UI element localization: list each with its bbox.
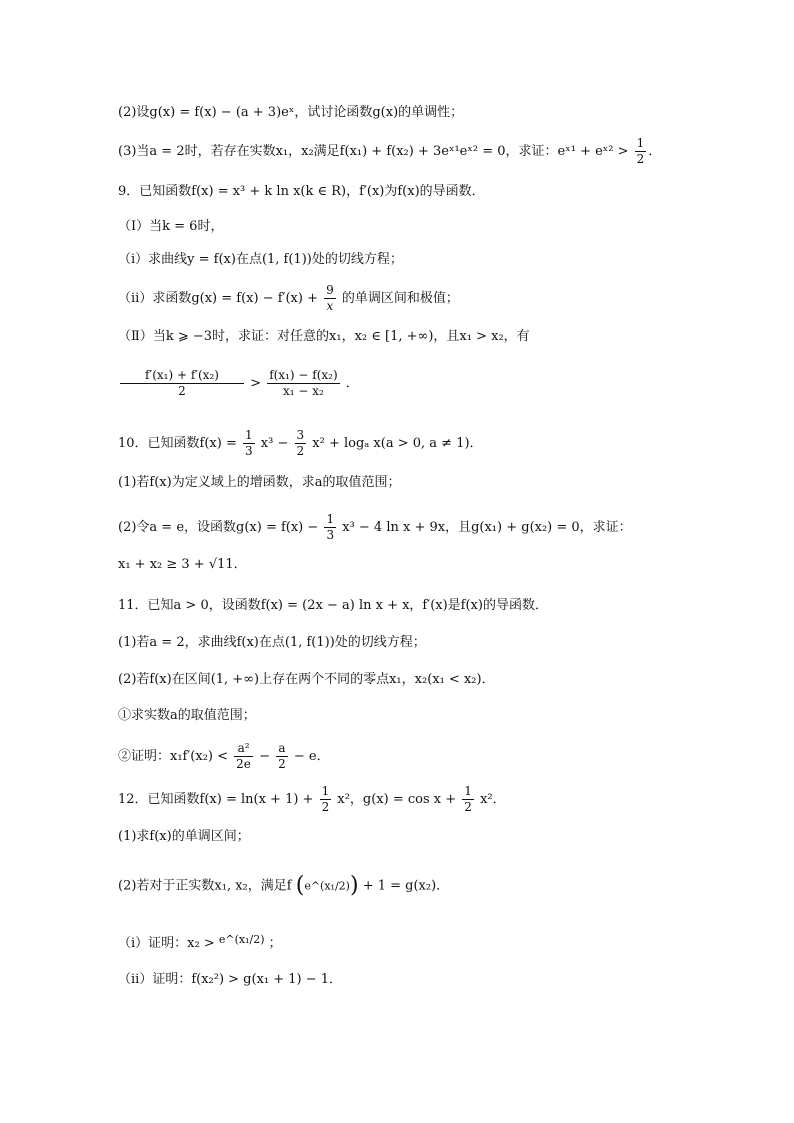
problem-9-part-II <box>118 327 530 347</box>
fraction <box>295 428 307 459</box>
problem-11-part-2-1 <box>118 706 256 726</box>
exponent-expression: e^(x₁/2) <box>218 933 265 946</box>
text-line: x³ − 4 ln x + 9x，且g(x₁) + g(x₂) = 0，求证： <box>342 520 632 535</box>
problem-11-part-1 <box>118 633 426 653</box>
problem-9-part-I <box>118 217 223 237</box>
fraction-numerator: 1 <box>636 136 645 150</box>
problem-12-part-1 <box>118 827 250 847</box>
fraction-numerator: a <box>276 741 288 757</box>
fraction-numerator: a² <box>234 741 253 757</box>
text-line: (2)若对于正实数x₁, x₂，满足f <box>118 878 292 894</box>
fraction-denominator: 3 <box>326 528 335 542</box>
text-line: + 1 = g(x₂)． <box>362 878 450 894</box>
text-line: (1)求f(x)的单调区间； <box>118 829 250 844</box>
fraction-denominator: x <box>326 299 334 313</box>
text-line: ； <box>268 936 282 951</box>
fraction-denominator: 2e <box>236 757 251 771</box>
text-line: （Ⅰ）当k = 6时， <box>118 219 224 234</box>
fraction-numerator: f(x₁) − f(x₂) <box>269 368 338 382</box>
fraction <box>635 136 647 167</box>
fraction-denominator: 2 <box>636 152 645 166</box>
text-line: x²，g(x) = cos x + <box>337 792 457 807</box>
text-line: （ii）求函数g(x) = f(x) − f′(x) + <box>118 291 318 306</box>
problem-10-part-1 <box>118 473 400 493</box>
fraction <box>267 368 339 399</box>
text-line: (2)若f(x)在区间(1, +∞)上存在两个不同的零点x₁，x₂(x₁ < x₂)． <box>118 672 495 687</box>
text-line: (3)当a = 2时，若存在实数x₁，x₂满足f(x₁) + f(x₂) + 3eˣ¹eˣ² = 0，求证：eˣ¹ + eˣ² > <box>118 144 629 159</box>
fraction <box>320 784 332 815</box>
fraction <box>462 784 474 815</box>
problem-9-stem <box>118 182 485 202</box>
text-line: 11．已知a > 0，设函数f(x) = (2x − a) ln x + x，f′(x)是f(x)的导函数． <box>118 598 548 613</box>
paren-close: ) <box>349 873 359 898</box>
fraction-denominator: 2 <box>464 800 472 814</box>
problem-11-part-2-2 <box>118 741 330 772</box>
problem-12-part-2-i <box>118 930 282 954</box>
fraction-numerator: 1 <box>245 428 253 442</box>
fraction-denominator: 2 <box>278 757 286 771</box>
fraction-numerator: 9 <box>326 283 334 297</box>
fraction <box>324 283 336 314</box>
problem-9-inequality <box>118 368 359 399</box>
text-line: （i）求曲线y = f(x)在点(1, f(1))处的切线方程； <box>118 252 403 267</box>
fraction-numerator: 3 <box>296 428 305 442</box>
problem-12-stem <box>118 784 506 815</box>
problem-10-conclusion <box>118 555 247 575</box>
text-line: （i）证明：x₂ > <box>118 936 215 951</box>
fraction-denominator: 3 <box>245 444 253 458</box>
problem-10-part-2 <box>118 512 632 543</box>
text-line: 10．已知函数f(x) = <box>118 436 237 451</box>
fraction-denominator: 2 <box>296 444 305 458</box>
fraction <box>234 741 253 772</box>
text-line: (1)若a = 2，求曲线f(x)在点(1, f(1))处的切线方程； <box>118 635 426 650</box>
text-line: ②证明：x₁f′(x₂) < <box>118 749 229 764</box>
problem-10-stem <box>118 428 483 459</box>
fraction-denominator: 2 <box>178 384 186 398</box>
text-line: （ii）证明：f(x₂²) > g(x₁ + 1) − 1． <box>118 972 343 987</box>
fraction-numerator: 1 <box>464 784 472 798</box>
text-line: (2)设g(x) = f(x) − (a + 3)eˣ，试讨论函数g(x)的单调性； <box>118 105 464 120</box>
text-line: x² + logₐ x(a > 0, a ≠ 1)． <box>312 436 483 451</box>
fraction-denominator: 2 <box>321 800 330 814</box>
problem-8-part-2 <box>118 103 463 123</box>
problem-12-part-2 <box>118 873 450 898</box>
text-line: x²． <box>480 792 506 807</box>
fraction <box>324 512 336 543</box>
fraction-denominator: x₁ − x₂ <box>282 384 324 398</box>
problem-11-part-2 <box>118 670 495 690</box>
text-line: 9．已知函数f(x) = x³ + k ln x(k ∈ R)，f′(x)为f(x)的导函数． <box>118 184 485 199</box>
text-line: x³ − <box>260 436 289 451</box>
text-line: ①求实数a的取值范围； <box>118 708 256 723</box>
fraction <box>276 741 288 772</box>
problem-9-part-ii <box>118 283 459 314</box>
text-line: （Ⅱ）当k ⩾ −3时，求证：对任意的x₁，x₂ ∈ [1, +∞)，且x₁ > x₂，有 <box>118 329 530 344</box>
problem-11-stem <box>118 596 548 616</box>
text-line: − e． <box>293 749 330 764</box>
paren-open: ( <box>295 873 305 898</box>
text-line: (1)若f(x)为定义域上的增函数，求a的取值范围； <box>118 475 401 490</box>
fraction <box>243 428 255 459</box>
problem-9-part-i <box>118 250 403 270</box>
fraction <box>120 368 244 399</box>
problem-8-part-3: (3)当a = 2时，若存在实数x₁，x₂满足f(x₁) + f(x₂) + 3eˣ¹eˣ² = 0，求证：eˣ¹ + eˣ² > $\frac{1}{2}$ ． <box>118 136 662 166</box>
fraction-numerator: 1 <box>321 784 330 798</box>
fraction-numerator: 1 <box>326 512 335 526</box>
text-line: > <box>250 376 262 391</box>
problem-12-part-2-ii <box>118 970 342 990</box>
text-line: − <box>259 749 270 764</box>
text-line: (2)令a = e，设函数g(x) = f(x) − <box>118 520 319 535</box>
text-line: 12．已知函数f(x) = ln(x + 1) + <box>118 792 314 807</box>
text-line: ． <box>345 376 359 391</box>
fraction-numerator: f′(x₁) + f′(x₂) <box>120 368 244 384</box>
exponent-expression: e^(x₁/2) <box>304 879 350 893</box>
text-line: x₁ + x₂ ≥ 3 + √11． <box>118 557 247 572</box>
text-line: 的单调区间和极值； <box>341 291 459 306</box>
